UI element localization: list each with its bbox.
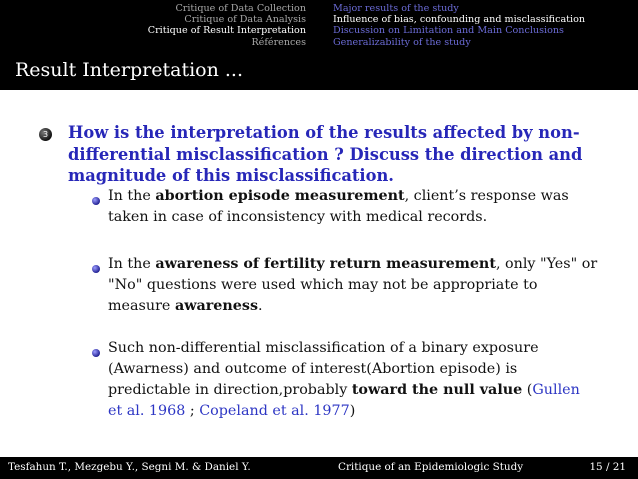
- nav-subsection-limitations[interactable]: Discussion on Limitation and Main Conclusions: [333, 25, 564, 37]
- bullet-text-part: Such non-differential misclassification of a binary exposure (Awarness) and outcome of interest(Abortion episode) is predictable in direction,probably: [108, 340, 539, 398]
- citation-link-gullen[interactable]: Gullen et al. 1968: [108, 382, 580, 419]
- question-number-badge: 3: [39, 128, 52, 141]
- footer-authors: Tesfahun T., Mezgebu Y., Segni M. & Daniel Y.: [8, 461, 251, 473]
- question-text: How is the interpretation of the results affected by non-differential misclassification ? Discuss the direction and magnitude of this misclassification.: [68, 123, 583, 185]
- citation-paren: ): [349, 403, 356, 419]
- citation-paren: (: [526, 382, 533, 398]
- footer-title: Critique of an Epidemiologic Study: [338, 461, 524, 473]
- bullet-text-part: In the: [108, 256, 156, 272]
- bullet-bold-term: abortion episode measurement: [155, 188, 405, 204]
- frame-title-bar: [0, 50, 638, 90]
- citation-separator: ;: [185, 403, 200, 419]
- bullet-text-part: , client’s response was taken in case of inconsistency with medical records.: [108, 188, 569, 225]
- navigation-bar: [0, 0, 638, 50]
- nav-section-data-collection[interactable]: Critique of Data Collection: [175, 3, 306, 14]
- section-nav: [148, 3, 306, 48]
- bullet-bold-term: awareness: [174, 298, 258, 314]
- nav-section-data-analysis[interactable]: Critique of Data Analysis: [184, 14, 306, 26]
- bullet-text-part: , only "Yes" or "No" questions were used which may not be appropriate to measure: [108, 256, 598, 314]
- frame-title: Result Interpretation ...: [15, 59, 243, 81]
- bullet-bold-term: awareness of fertility return measurement: [155, 256, 496, 272]
- bullet-bold-term: toward the null value: [351, 382, 523, 398]
- nav-subsection-bias-confounding[interactable]: Influence of bias, confounding and misclassification: [333, 14, 586, 26]
- nav-subsection-major-results[interactable]: Major results of the study: [333, 3, 459, 14]
- nav-subsection-generalizability[interactable]: Generalizability of the study: [333, 36, 471, 48]
- bullet-text-awareness: [108, 254, 598, 317]
- nav-section-references[interactable]: Références: [251, 36, 306, 48]
- nav-section-result-interpretation[interactable]: Critique of Result Interpretation: [147, 25, 306, 37]
- footer-bar: [0, 457, 638, 479]
- bullet-icon: [92, 349, 100, 357]
- bullet-icon: [92, 265, 100, 273]
- bullet-text-part: In the: [108, 188, 156, 204]
- bullet-text-misclassification: [108, 338, 598, 422]
- bullet-text-part: .: [258, 298, 263, 314]
- footer-page-number: 15 / 21: [589, 461, 626, 473]
- citation-link-copeland[interactable]: Copeland et al. 1977: [199, 403, 350, 419]
- bullet-text-abortion: [108, 186, 598, 228]
- bullet-icon: [92, 197, 100, 205]
- subsection-nav: [333, 3, 585, 48]
